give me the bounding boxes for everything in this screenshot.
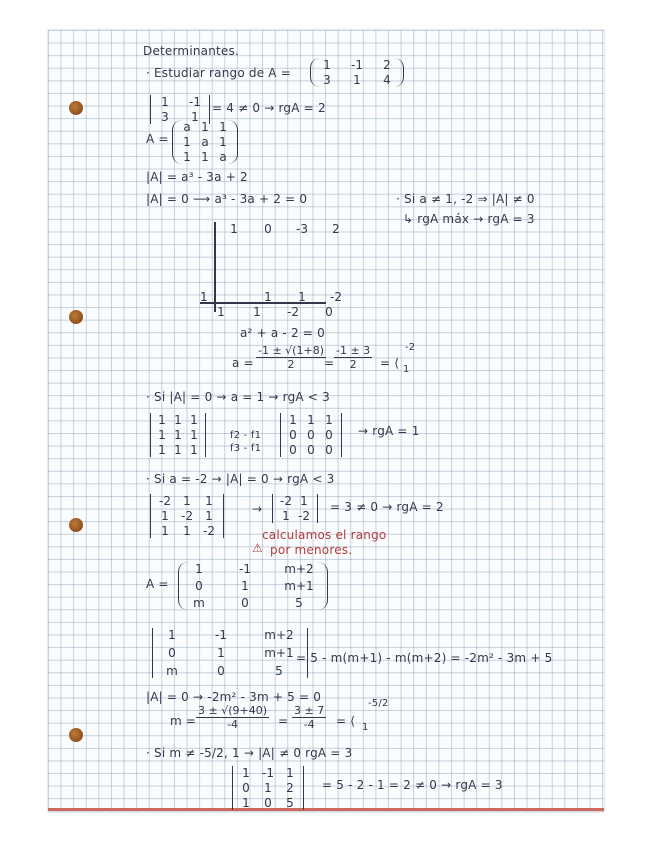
cell: 5 — [286, 796, 294, 810]
matrix-a2-label: A = — [146, 132, 169, 146]
cell: m — [166, 664, 178, 678]
red-note-2: por menores. — [270, 543, 353, 557]
cell: 1 — [195, 562, 203, 576]
cell: 1 — [323, 58, 331, 72]
cell: -1 — [215, 628, 227, 642]
cell: m+2 — [284, 562, 314, 576]
quad-root-2: 1 — [403, 364, 410, 375]
cell: 1 — [168, 628, 176, 642]
cell: 1 — [161, 95, 169, 109]
det-a-zero: |A| = 0 ⟶ a³ - 3a + 2 = 0 — [146, 192, 308, 206]
cell: 0 — [241, 596, 249, 610]
cell: 0 — [242, 781, 250, 795]
cell: 1 — [190, 413, 198, 427]
cell: -1 — [262, 766, 274, 780]
cell: 1 — [230, 222, 238, 236]
cell: a — [219, 150, 227, 164]
cell: 0 — [307, 428, 315, 442]
cell: 1 — [253, 305, 261, 319]
matrix-a — [310, 58, 404, 87]
case-2-result: = 3 ≠ 0 → rgA = 2 — [330, 500, 444, 514]
cell: 1 — [205, 494, 213, 508]
note-2: ↳ rgA máx → rgA = 3 — [403, 212, 535, 226]
cell: 0 — [264, 796, 272, 810]
cell: -1 — [239, 562, 251, 576]
equals-sign: = — [278, 714, 289, 728]
cell: 1 — [219, 135, 227, 149]
cell: 1 — [201, 150, 209, 164]
cell: 1 — [264, 290, 272, 304]
case-1-matrix-2 — [280, 413, 342, 457]
cell: 1 — [158, 443, 166, 457]
cell: 1 — [217, 646, 225, 660]
denominator: 2 — [287, 358, 295, 371]
cell: 1 — [158, 413, 166, 427]
cell: -1 — [189, 95, 201, 109]
cell: 1 — [282, 509, 290, 523]
cell: 1 — [298, 290, 306, 304]
cell: -2 — [287, 305, 299, 319]
m-root-1: -5/2 — [368, 698, 389, 709]
cell: 1 — [183, 135, 191, 149]
denominator: -4 — [227, 718, 238, 731]
m-frac-2 — [292, 704, 326, 731]
cell: 1 — [286, 766, 294, 780]
minor-1-result: = 4 ≠ 0 → rgA = 2 — [212, 101, 326, 115]
cell: a — [183, 120, 191, 134]
matrix-b — [178, 562, 328, 610]
cell: 3 — [161, 110, 169, 124]
cell: 3 — [323, 73, 331, 87]
intro-text: · Estudiar rango de A = — [146, 66, 291, 80]
cell: 0 — [325, 305, 333, 319]
case-1-result: → rgA = 1 — [358, 424, 420, 438]
det-b-zero: |A| = 0 → -2m² - 3m + 5 = 0 — [146, 690, 322, 704]
denominator: 2 — [349, 358, 357, 371]
m-root-2: 1 — [362, 722, 369, 733]
matrix-b-label: A = — [146, 577, 169, 591]
equals-sign: = — [324, 356, 335, 370]
case-1-op-2: f3 - f1 — [230, 443, 262, 454]
cell: 1 — [183, 494, 191, 508]
warning-icon: ⚠ — [252, 541, 263, 555]
quad-a-label: a = — [232, 356, 254, 370]
cell: 0 — [195, 579, 203, 593]
cell: 1 — [201, 120, 209, 134]
numerator: -1 ± √(1+8) — [258, 344, 324, 357]
quadratic: a² + a - 2 = 0 — [240, 326, 325, 340]
cell: 1 — [158, 428, 166, 442]
case-3-title: · Si m ≠ -5/2, 1 → |A| ≠ 0 rgA = 3 — [146, 746, 353, 760]
ruffini-root: 1 — [200, 290, 208, 304]
equals-bracket: = ⟨ — [380, 356, 400, 370]
cell: -2 — [298, 509, 310, 523]
cell: -1 — [351, 58, 363, 72]
cell: 1 — [289, 413, 297, 427]
cell: -2 — [330, 290, 342, 304]
case-1-title: · Si |A| = 0 → a = 1 → rgA < 3 — [146, 390, 330, 404]
cell: 1 — [217, 305, 225, 319]
cell: 1 — [264, 781, 272, 795]
cell: m+1 — [264, 646, 294, 660]
ruffini-row-3 — [210, 305, 340, 319]
cell: 2 — [286, 781, 294, 795]
quad-root-1: -2 — [405, 342, 416, 353]
cell: -2 — [181, 509, 193, 523]
cell: 1 — [183, 150, 191, 164]
cell: 1 — [242, 766, 250, 780]
cell: 2 — [332, 222, 340, 236]
note-1: · Si a ≠ 1, -2 ⇒ |A| ≠ 0 — [396, 192, 535, 206]
cell: m+2 — [264, 628, 294, 642]
cell: 0 — [289, 443, 297, 457]
cell: -2 — [159, 494, 171, 508]
denominator: -4 — [303, 718, 315, 731]
cell: 1 — [174, 413, 182, 427]
cell: 1 — [190, 428, 198, 442]
cell: -3 — [296, 222, 308, 236]
case-2-minor — [272, 494, 318, 523]
page-title: Determinantes. — [143, 44, 239, 58]
cell: 0 — [217, 664, 225, 678]
cell: 0 — [307, 443, 315, 457]
cell: 1 — [300, 494, 308, 508]
matrix-b-det — [152, 628, 308, 678]
cell: m+1 — [284, 579, 314, 593]
cell: -2 — [280, 494, 292, 508]
cell: 0 — [325, 443, 333, 457]
cell: 1 — [242, 796, 250, 810]
binder-hole — [69, 310, 83, 324]
cell: 5 — [275, 664, 283, 678]
ruffini-row-1 — [224, 222, 346, 236]
ruffini-row-2 — [258, 290, 346, 304]
binder-hole — [69, 101, 83, 115]
cell: 1 — [161, 524, 169, 538]
cell: 1 — [353, 73, 361, 87]
numerator: 3 ± 7 — [294, 704, 325, 717]
equals-bracket: = ⟨ — [336, 714, 356, 728]
cell: 0 — [325, 428, 333, 442]
cell: 1 — [190, 443, 198, 457]
margin-line — [48, 808, 604, 811]
cell: 4 — [383, 73, 391, 87]
cell: 1 — [174, 428, 182, 442]
cell: 0 — [289, 428, 297, 442]
case-1-op-1: f2 - f1 — [230, 430, 262, 441]
ruffini-vline — [214, 222, 216, 312]
matrix-a2 — [172, 120, 238, 164]
cell: 1 — [174, 443, 182, 457]
cell: 1 — [325, 413, 333, 427]
cell: 1 — [191, 110, 199, 124]
case-3-matrix — [232, 766, 304, 810]
quad-frac-2 — [334, 344, 372, 371]
binder-hole — [69, 518, 83, 532]
cell: 1 — [183, 524, 191, 538]
cell: m — [193, 596, 205, 610]
cell: 5 — [295, 596, 303, 610]
cell: 0 — [264, 222, 272, 236]
cell: 1 — [205, 509, 213, 523]
binder-hole — [69, 728, 83, 742]
m-label: m = — [170, 714, 197, 728]
cell: 2 — [383, 58, 391, 72]
cell: 0 — [168, 646, 176, 660]
arrow-icon: → — [252, 502, 263, 516]
numerator: 3 ± √(9+40) — [198, 704, 268, 717]
cell: -2 — [203, 524, 215, 538]
det-a: |A| = a³ - 3a + 2 — [146, 170, 248, 184]
quad-frac-1 — [256, 344, 326, 371]
numerator: -1 ± 3 — [336, 344, 371, 357]
cell: 1 — [307, 413, 315, 427]
cell: 1 — [241, 579, 249, 593]
case-1-matrix — [150, 413, 206, 457]
case-2-matrix — [150, 494, 224, 538]
cell: a — [201, 135, 209, 149]
m-frac-1 — [196, 704, 269, 731]
case-2-title: · Si a = -2 → |A| = 0 → rgA < 3 — [146, 472, 335, 486]
det-b-result: = 5 - m(m+1) - m(m+2) = -2m² - 3m + 5 — [296, 651, 553, 665]
red-note-1: calculamos el rango — [262, 528, 387, 542]
case-3-result: = 5 - 2 - 1 = 2 ≠ 0 → rgA = 3 — [322, 778, 503, 792]
cell: 1 — [161, 509, 169, 523]
cell: 1 — [219, 120, 227, 134]
